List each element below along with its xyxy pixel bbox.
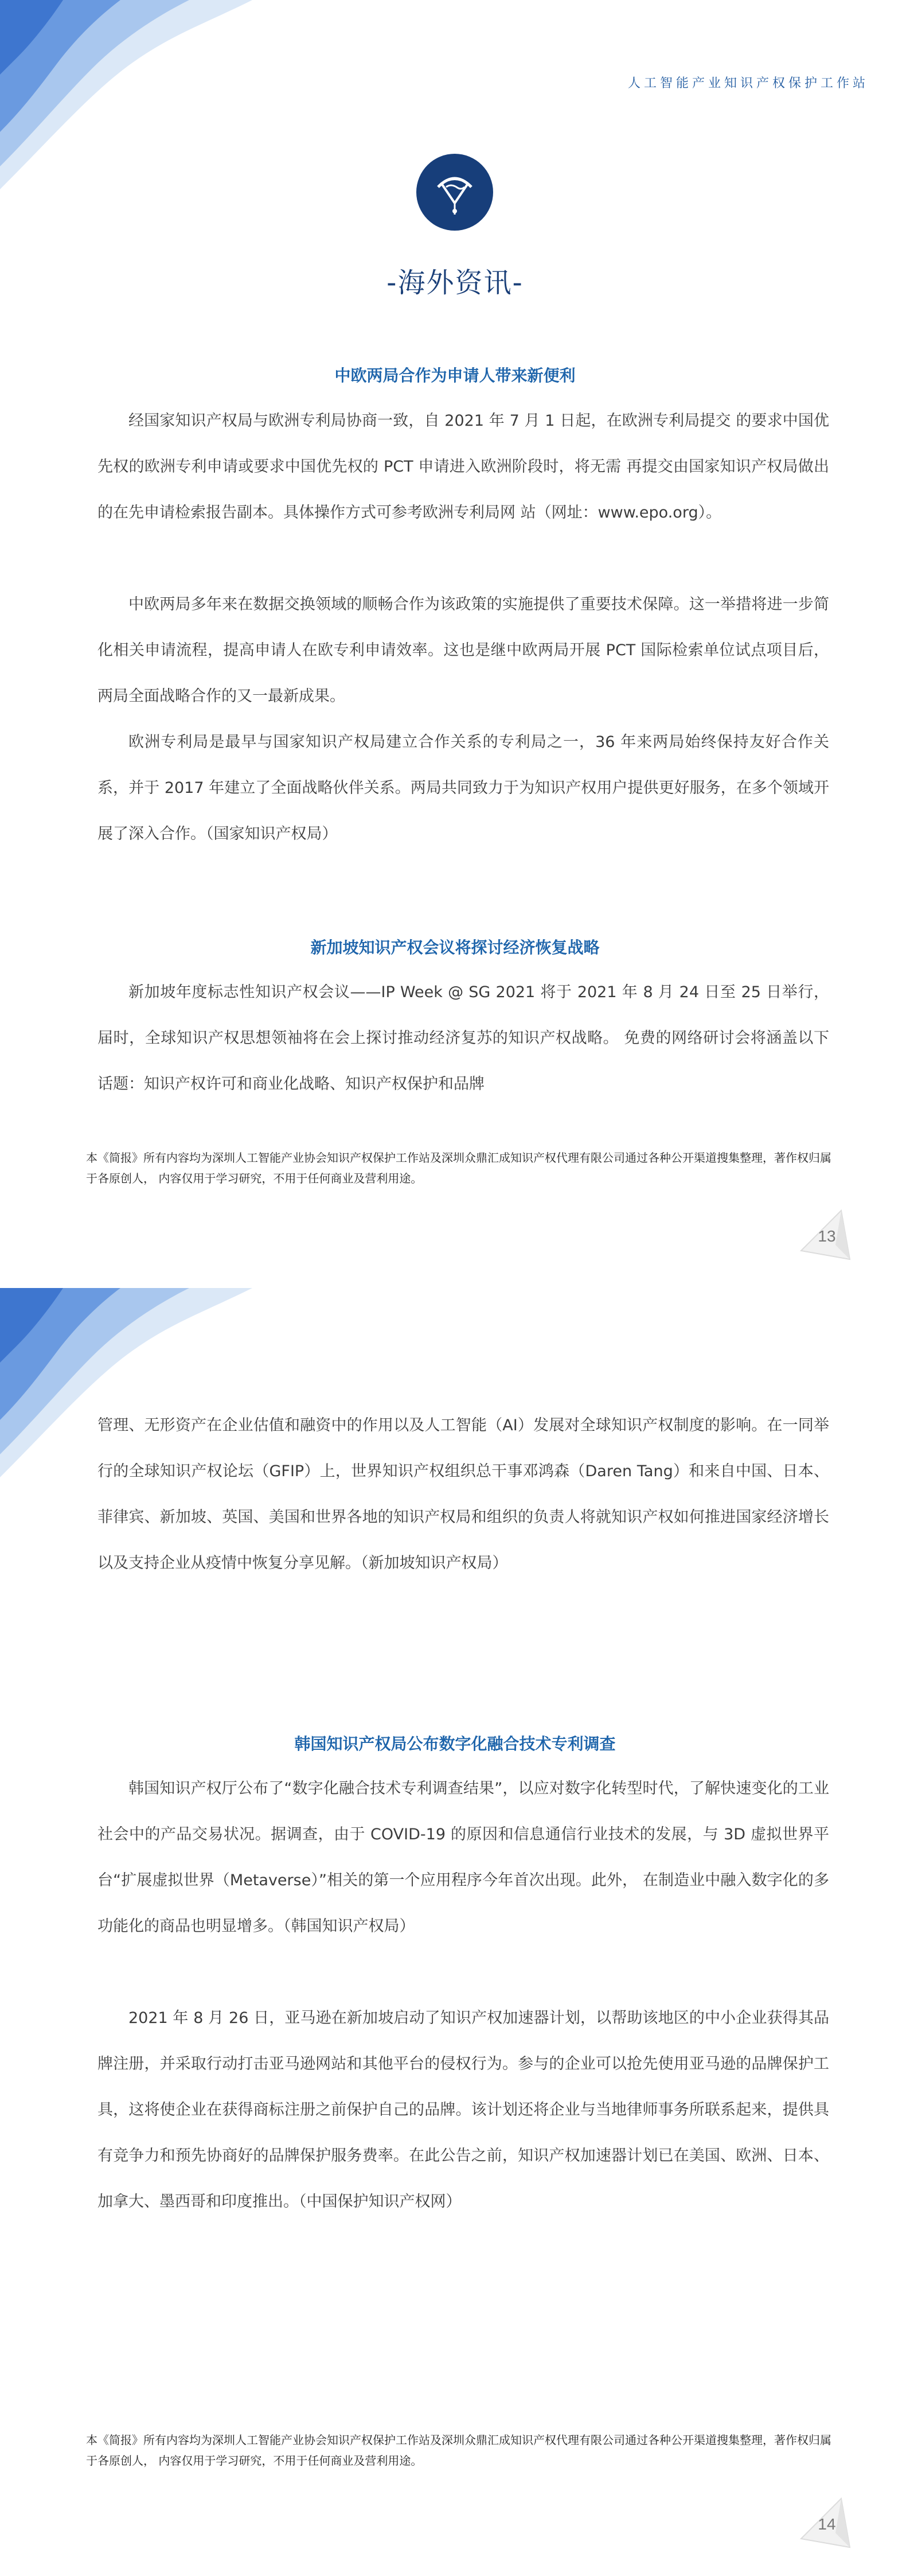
- header-org-name: 人工智能产业知识产权保护工作站: [627, 76, 869, 91]
- page-number-text: 13: [818, 1227, 836, 1245]
- footer-disclaimer: 本《简报》所有内容均为深圳人工智能产业协会知识产权保护工作站及深圳众鼎汇成知识产权代理有限公司通过各种公开渠道搜集整理，著作权归属于各原创人， 内容仅用于学习研究，不用于任何商业及营利用途。: [86, 2433, 831, 2468]
- article-paragraph: 欧洲专利局是最早与国家知识产权局建立合作关系的专利局之一，36 年来两局始终保持友好合作关系，并于 2017 年建立了全面战略伙伴关系。两局共同致力于为知识产权用户提供更好服务，在多个领域开展了深入合作。（国家知识产权局）: [97, 733, 829, 843]
- article-paragraph: 中欧两局多年来在数据交换领域的顺畅合作为该政策的实施提供了重要技术保障。这一举措将进一步简化相关申请流程，提高申请人在欧专利申请效率。这也是继中欧两局开展 PCT 国际检索单位试点项目后，两局全面战略合作的又一最新成果。: [97, 596, 829, 705]
- article-title: 中欧两局合作为申请人带来新便利: [334, 366, 576, 385]
- section-title: -海外资讯-: [386, 267, 524, 299]
- article-paragraph: 2021 年 8 月 26 日，亚马逊在新加坡启动了知识产权加速器计划，以帮助该地区的中小企业获得其品牌注册，并采取行动打击亚马逊网站和其他平台的侵权行为。参与的企业可以抢先使用亚马逊的品牌保护工具，这将使企业在获得商标注册之前保护自己的品牌。该计划还将企业与当地律师事务所联系起来，提供具有竞争力和预先协商好的品牌保护服务费率。在此公告之前，知识产权加速器计划已在美国、欧洲、日本、加拿大、墨西哥和印度推出。（中国保护知识产权网）: [97, 2009, 829, 2211]
- page-number: [795, 2493, 858, 2556]
- article-paragraph: 新加坡年度标志性知识产权会议——IP Week @ SG 2021 将于 2021 年 8 月 24 日至 25 日举行，届时，全球知识产权思想领袖将在会上探讨推动经济复苏的知识产权战略。 免费的网络研讨会将涵盖以下话题：知识产权许可和商业化战略、知识产权保护和品牌: [97, 983, 829, 1093]
- page-number-text: 14: [818, 2515, 836, 2533]
- corner-wave-decoration: [0, 0, 252, 189]
- article-title: 韩国知识产权局公布数字化融合技术专利调查: [294, 1734, 616, 1753]
- article-paragraph-continued: 管理、无形资产在企业估值和融资中的作用以及人工智能（AI）发展对全球知识产权制度的影响。在一同举行的全球知识产权论坛（GFIP）上，世界知识产权组织总干事邓鸿森（Daren Tang）和来自中国、日本、菲律宾、新加坡、英国、美国和世界各地的知识产权局和组织的负责人将就知识产权如何推进国家经济增长以及支持企业从疫情中恢复分享见解。（新加坡知识产权局）: [97, 1417, 829, 1572]
- page-14: [0, 1288, 910, 2576]
- fan-emblem-icon: [416, 154, 493, 231]
- article-title: 新加坡知识产权会议将探讨经济恢复战略: [310, 938, 600, 957]
- logo: [416, 154, 493, 231]
- page-number: [795, 1205, 858, 1268]
- article-paragraph: 韩国知识产权厅公布了“数字化融合技术专利调查结果”，以应对数字化转型时代，了解快速变化的工业社会中的产品交易状况。据调查，由于 COVID-19 的原因和信息通信行业技术的发展，与 3D 虚拟世界平台“扩展虚拟世界（Metaverse）”相关的第一个应用程序今年首次出现。此外， 在制造业中融入数字化的多功能化的商品也明显增多。（韩国知识产权局）: [97, 1780, 829, 1935]
- article-paragraph: 经国家知识产权局与欧洲专利局协商一致，自 2021 年 7 月 1 日起，在欧洲专利局提交 的要求中国优先权的欧洲专利申请或要求中国优先权的 PCT 申请进入欧洲阶段时，将无需 再提交由国家知识产权局做出的在先申请检索报告副本。具体操作方式可参考欧洲专利局网 站（网址：www.epo.org）。: [97, 412, 829, 522]
- footer-disclaimer: 本《简报》所有内容均为深圳人工智能产业协会知识产权保护工作站及深圳众鼎汇成知识产权代理有限公司通过各种公开渠道搜集整理，著作权归属于各原创人， 内容仅用于学习研究，不用于任何商业及营利用途。: [86, 1151, 831, 1185]
